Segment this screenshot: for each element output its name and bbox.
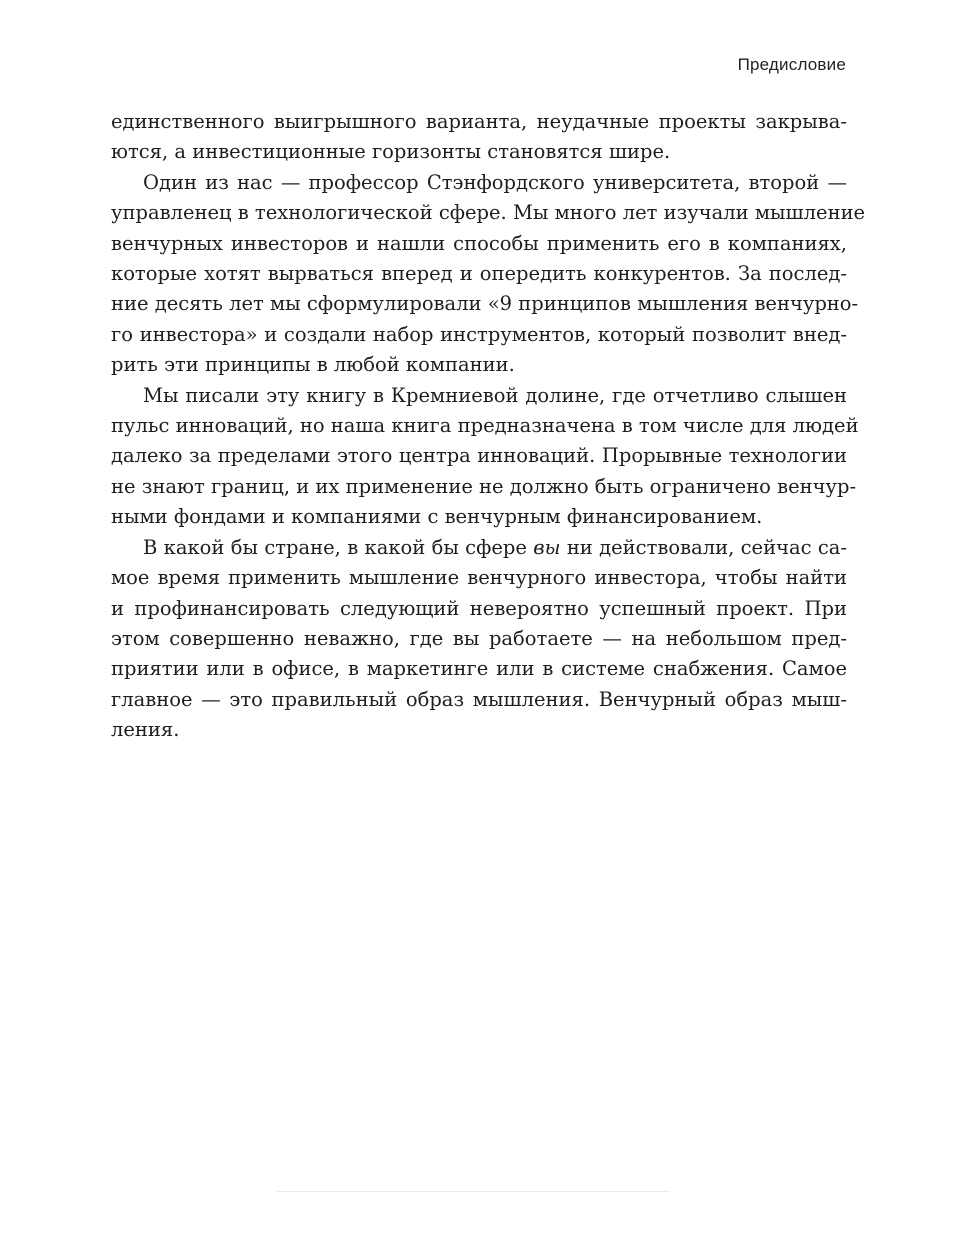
paragraph xyxy=(111,533,847,746)
text-line: главное — это правильный образ мышления. Венчурный образ мыш- xyxy=(111,687,847,711)
text-line: мое время применить мышление венчурного инвестора, чтобы найти xyxy=(111,566,847,590)
paragraph xyxy=(111,381,859,533)
text-line: приятии или в офисе, в маркетинге или в системе снабжения. Самое xyxy=(111,657,847,681)
text-line: ются, а инвестиционные горизонты становятся шире. xyxy=(111,140,671,164)
emphasis: вы xyxy=(533,535,561,559)
text-line: и профинансировать следующий невероятно успешный проект. При xyxy=(111,596,847,620)
paragraph xyxy=(111,107,847,168)
text-line: ными фондами и компаниями с венчурным финансированием. xyxy=(111,505,763,529)
text-line: Один из нас — профессор Стэнфордского университета, второй — xyxy=(143,170,847,194)
text-line: единственного выигрышного варианта, неудачные проекты закрыва- xyxy=(111,110,847,133)
text-line: го инвестора» и создали набор инструментов, который позволит внед- xyxy=(111,322,847,346)
text-line: рить эти принципы в любой компании. xyxy=(111,353,515,377)
paragraph xyxy=(111,168,866,381)
text-line: пульс инноваций, но наша книга предназначена в том числе для людей xyxy=(111,414,859,438)
text-line: управленец в технологической сфере. Мы много лет изучали мышление xyxy=(111,201,866,225)
body-text xyxy=(111,107,866,746)
text-line: Мы писали эту книгу в Кремниевой долине, где отчетливо слышен xyxy=(143,383,847,407)
text-line: ления. xyxy=(111,718,180,742)
text-line: далеко за пределами этого центра инноваций. Прорывные технологии xyxy=(111,444,847,468)
text-line: этом совершенно неважно, где вы работаете — на небольшом пред- xyxy=(111,626,847,650)
running-header: Предисловие xyxy=(737,55,846,74)
text-line: ние десять лет мы сформулировали «9 принципов мышления венчурно- xyxy=(111,292,859,316)
text-line: венчурных инвесторов и нашли способы применить его в компаниях, xyxy=(111,231,847,255)
text-line: В какой бы стране, в какой бы сфере вы ни действовали, сейчас са- xyxy=(143,535,847,559)
text-line: не знают границ, и их применение не должно быть ограничено венчур- xyxy=(111,474,857,498)
text-line: которые хотят вырваться вперед и опередить конкурентов. За послед- xyxy=(111,262,847,286)
footer-divider xyxy=(277,1191,670,1192)
